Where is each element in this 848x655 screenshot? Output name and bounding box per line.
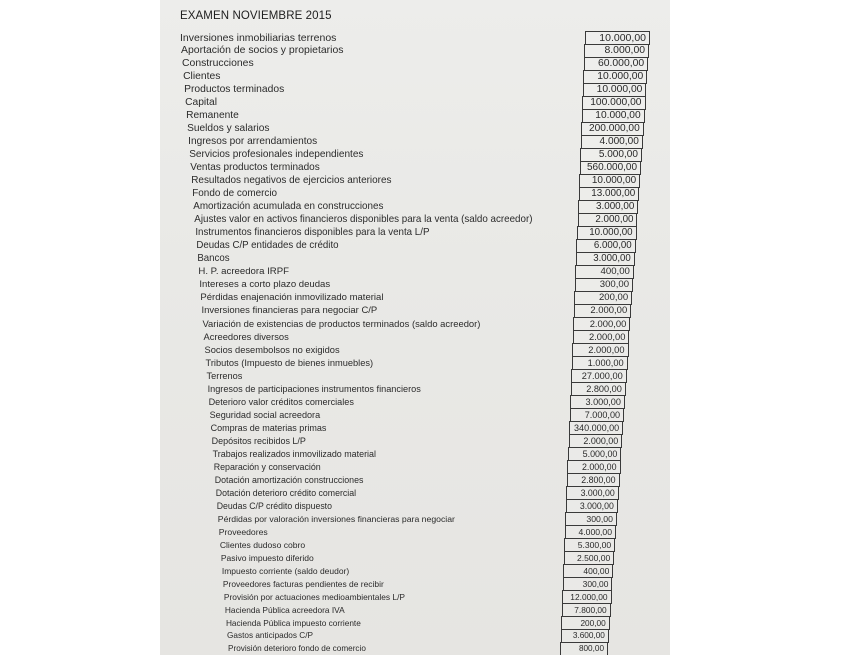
account-value: 2.000,00 [578, 213, 638, 227]
table-row [160, 265, 670, 279]
account-value: 8.000,00 [584, 44, 649, 58]
account-label: Impuesto corriente (saldo deudor) [221, 566, 350, 576]
account-label: Inversiones financieras para negociar C/P [201, 305, 378, 316]
account-label: Ingresos de participaciones instrumentos financieros [207, 384, 421, 394]
table-row [160, 499, 670, 513]
account-value: 400,00 [563, 564, 613, 578]
account-value: 13.000,00 [579, 187, 640, 201]
account-label: Hacienda Pública impuesto corriente [225, 618, 361, 628]
account-value: 2.800,00 [567, 473, 620, 487]
table-row [160, 291, 670, 305]
account-label: Deudas C/P entidades de crédito [196, 240, 339, 251]
account-label: Remanente [186, 110, 239, 121]
table-row [160, 31, 670, 45]
table-row [160, 304, 670, 318]
table-row [160, 330, 670, 344]
table-row [160, 486, 670, 500]
table-row [160, 317, 670, 331]
account-value: 10.000,00 [583, 70, 647, 84]
table-row [160, 343, 670, 357]
table-row [160, 122, 670, 136]
account-label: Clientes [183, 71, 221, 82]
table-row [160, 213, 670, 227]
table-row [160, 629, 670, 643]
account-label: Variación de existencias de productos terminados (saldo acreedor) [202, 318, 481, 329]
account-label: Aportación de socios y propietarios [181, 45, 344, 56]
account-value: 10.000,00 [583, 83, 647, 97]
table-row [160, 369, 670, 383]
account-label: Bancos [197, 253, 230, 264]
table-row [160, 395, 670, 409]
account-label: Reparación y conservación [213, 462, 321, 472]
account-label: Dotación amortización construcciones [214, 475, 364, 485]
account-value: 3.600,00 [561, 629, 609, 643]
account-label: Sueldos y salarios [187, 123, 270, 134]
account-value: 300,00 [575, 278, 633, 292]
account-value: 12.000,00 [562, 590, 611, 604]
account-label: Terrenos [206, 371, 243, 381]
account-label: Fondo de comercio [192, 188, 278, 199]
account-label: Tributos (Impuesto de bienes inmuebles) [205, 358, 374, 368]
account-value: 3.000,00 [578, 200, 638, 214]
table-row [160, 200, 670, 214]
account-value: 3.000,00 [570, 395, 625, 409]
table-row [160, 616, 670, 630]
account-label: Socios desembolsos no exigidos [204, 345, 340, 355]
account-value: 800,00 [560, 642, 608, 655]
table-row [160, 408, 670, 422]
account-value: 27.000,00 [571, 369, 627, 383]
account-value: 5.000,00 [568, 447, 621, 461]
table-row [160, 512, 670, 526]
table-row [160, 642, 670, 655]
document-title: EXAMEN NOVIEMBRE 2015 [180, 10, 332, 22]
account-value: 340.000,00 [569, 421, 623, 435]
account-value: 560.000,00 [580, 161, 641, 175]
account-label: Acreedores diversos [203, 332, 289, 342]
account-label: H. P. acreedora IRPF [198, 266, 289, 277]
account-value: 300,00 [563, 577, 613, 591]
account-label: Trabajos realizados inmovilizado material [212, 449, 376, 459]
table-row [160, 577, 670, 591]
account-label: Compras de materias primas [210, 423, 327, 433]
table-row [160, 278, 670, 292]
table-row [160, 174, 670, 188]
account-label: Seguridad social acreedora [209, 410, 321, 420]
account-value: 3.000,00 [576, 252, 635, 266]
account-value: 3.000,00 [566, 499, 618, 513]
table-row [160, 460, 670, 474]
table-row [160, 603, 670, 617]
account-label: Servicios profesionales independientes [189, 149, 364, 160]
account-label: Ajustes valor en activos financieros disponibles para la venta (saldo acreedor) [194, 214, 533, 225]
account-label: Intereses a corto plazo deudas [199, 279, 331, 290]
account-label: Provisión deterioro fondo de comercio [228, 644, 366, 653]
account-label: Gastos anticipados C/P [226, 631, 314, 640]
table-row [160, 226, 670, 240]
account-value: 2.000,00 [574, 304, 631, 318]
account-value: 10.000,00 [577, 226, 637, 240]
account-value: 2.000,00 [573, 317, 630, 331]
table-row [160, 525, 670, 539]
account-value: 100.000,00 [582, 96, 645, 110]
table-row [160, 187, 670, 201]
table-row [160, 564, 670, 578]
table-row [160, 44, 670, 58]
account-value: 2.800,00 [571, 382, 626, 396]
account-label: Pérdidas por valoración inversiones financieras para negociar [217, 514, 455, 524]
account-label: Dotación deterioro crédito comercial [215, 488, 357, 498]
table-row [160, 109, 670, 123]
account-label: Deterioro valor créditos comerciales [208, 397, 354, 407]
account-value: 300,00 [565, 512, 617, 526]
account-label: Amortización acumulada en construcciones [193, 201, 384, 212]
account-label: Ventas productos terminados [190, 162, 320, 173]
account-value: 1.000,00 [572, 356, 628, 370]
document-page [160, 0, 670, 655]
account-label: Resultados negativos de ejercicios anteriores [191, 175, 392, 186]
account-value: 7.800,00 [562, 603, 611, 617]
account-value: 10.000,00 [585, 31, 650, 45]
account-label: Pérdidas enajenación inmovilizado material [200, 292, 384, 303]
table-row [160, 252, 670, 266]
account-value: 200,00 [561, 616, 610, 630]
account-value: 2.500,00 [564, 551, 615, 565]
account-label: Provisión por actuaciones medioambientales L/P [223, 592, 405, 602]
account-label: Deudas C/P crédito dispuesto [216, 501, 332, 511]
table-row [160, 135, 670, 149]
account-value: 10.000,00 [582, 109, 645, 123]
account-value: 5.000,00 [580, 148, 642, 162]
table-row [160, 161, 670, 175]
table-row [160, 421, 670, 435]
table-row [160, 382, 670, 396]
table-row [160, 590, 670, 604]
table-row [160, 96, 670, 110]
account-value: 200.000,00 [581, 122, 643, 136]
account-value: 3.000,00 [566, 486, 618, 500]
account-value: 4.000,00 [565, 525, 616, 539]
account-label: Capital [185, 97, 217, 108]
account-value: 2.000,00 [572, 343, 628, 357]
account-label: Clientes dudoso cobro [219, 540, 306, 550]
account-label: Instrumentos financieros disponibles para la venta L/P [195, 227, 430, 238]
account-value: 7.000,00 [570, 408, 625, 422]
account-value: 60.000,00 [584, 57, 648, 71]
account-label: Inversiones inmobiliarias terrenos [180, 32, 337, 44]
account-value: 2.000,00 [573, 330, 630, 344]
account-value: 10.000,00 [579, 174, 640, 188]
account-label: Hacienda Pública acreedora IVA [224, 605, 345, 615]
table-row [160, 538, 670, 552]
table-row [160, 57, 670, 71]
account-label: Productos terminados [184, 84, 285, 95]
account-label: Pasivo impuesto diferido [220, 553, 314, 563]
account-value: 6.000,00 [576, 239, 635, 253]
account-value: 200,00 [574, 291, 632, 305]
table-row [160, 239, 670, 253]
table-row [160, 148, 670, 162]
account-label: Depósitos recibidos L/P [211, 436, 306, 446]
account-value: 2.000,00 [567, 460, 620, 474]
account-label: Proveedores [218, 527, 268, 537]
account-value: 2.000,00 [569, 434, 623, 448]
account-label: Proveedores facturas pendientes de recibir [222, 579, 384, 589]
table-row [160, 434, 670, 448]
table-row [160, 473, 670, 487]
account-value: 400,00 [575, 265, 633, 279]
account-label: Construcciones [182, 58, 254, 69]
account-label: Ingresos por arrendamientos [188, 136, 318, 147]
table-row [160, 83, 670, 97]
account-value: 4.000,00 [581, 135, 643, 149]
table-row [160, 551, 670, 565]
account-value: 5.300,00 [564, 538, 615, 552]
table-row [160, 70, 670, 84]
table-row [160, 447, 670, 461]
table-row [160, 356, 670, 370]
